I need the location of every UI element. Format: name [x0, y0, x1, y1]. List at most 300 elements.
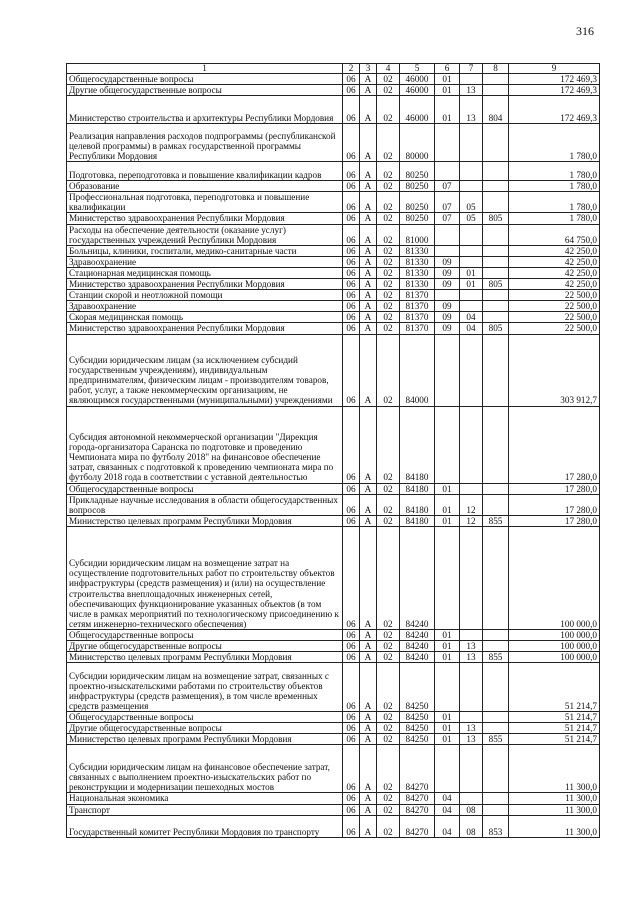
- section-cell: [435, 406, 460, 483]
- code-cell-3: А: [360, 290, 377, 301]
- code-cell-4: 02: [377, 245, 400, 256]
- ministry-code-cell: [483, 494, 509, 515]
- column-header-1: 1: [67, 64, 343, 74]
- ministry-code-cell: [483, 181, 509, 192]
- code-cell-5: 84180: [400, 515, 435, 526]
- section-cell: [435, 245, 460, 256]
- code-cell-2: 06: [343, 804, 360, 815]
- code-cell-2: 06: [343, 652, 360, 663]
- subsection-cell: 05: [460, 213, 483, 224]
- row-name-cell: Реализация направления расходов подпрограммы (республиканской целевой программы) в рамках государственной программы Республики Мордовия: [67, 124, 343, 162]
- code-cell-5: 84270: [400, 815, 435, 837]
- table-row: [67, 640, 600, 651]
- code-cell-3: А: [360, 334, 377, 406]
- subsection-cell: [460, 663, 483, 712]
- code-cell-5: 46000: [400, 85, 435, 96]
- amount-cell: 17 280,0: [509, 483, 600, 494]
- ministry-code-cell: 855: [483, 734, 509, 745]
- code-cell-2: 06: [343, 267, 360, 278]
- table-row: [67, 793, 600, 804]
- code-cell-2: 06: [343, 290, 360, 301]
- amount-cell: 42 250,0: [509, 245, 600, 256]
- code-cell-3: А: [360, 267, 377, 278]
- code-cell-3: А: [360, 96, 377, 124]
- table-row: [67, 494, 600, 515]
- subsection-cell: [460, 290, 483, 301]
- code-cell-4: 02: [377, 181, 400, 192]
- section-cell: 01: [435, 494, 460, 515]
- subsection-cell: 13: [460, 640, 483, 651]
- code-cell-4: 02: [377, 334, 400, 406]
- section-cell: 01: [435, 74, 460, 85]
- code-cell-4: 02: [377, 793, 400, 804]
- code-cell-2: 06: [343, 256, 360, 267]
- code-cell-2: 06: [343, 734, 360, 745]
- code-cell-4: 02: [377, 745, 400, 793]
- subsection-cell: [460, 334, 483, 406]
- amount-cell: 42 250,0: [509, 267, 600, 278]
- subsection-cell: [460, 162, 483, 181]
- code-cell-2: 06: [343, 526, 360, 629]
- subsection-cell: [460, 301, 483, 312]
- subsection-cell: [460, 793, 483, 804]
- subsection-cell: [460, 745, 483, 793]
- code-cell-5: 80250: [400, 162, 435, 181]
- subsection-cell: [460, 124, 483, 162]
- amount-cell: 64 750,0: [509, 224, 600, 245]
- ministry-code-cell: [483, 745, 509, 793]
- code-cell-4: 02: [377, 483, 400, 494]
- section-cell: [435, 162, 460, 181]
- code-cell-2: 06: [343, 301, 360, 312]
- code-cell-2: 06: [343, 406, 360, 483]
- code-cell-2: 06: [343, 663, 360, 712]
- code-cell-4: 02: [377, 640, 400, 651]
- amount-cell: 51 214,7: [509, 723, 600, 734]
- code-cell-5: 80250: [400, 192, 435, 213]
- ministry-code-cell: [483, 192, 509, 213]
- amount-cell: 1 780,0: [509, 162, 600, 181]
- subsection-cell: [460, 629, 483, 640]
- amount-cell: 17 280,0: [509, 515, 600, 526]
- ministry-code-cell: [483, 526, 509, 629]
- code-cell-4: 02: [377, 224, 400, 245]
- amount-cell: 22 500,0: [509, 323, 600, 334]
- row-name-cell: Другие общегосударственные вопросы: [67, 723, 343, 734]
- code-cell-5: 84250: [400, 723, 435, 734]
- table-row: [67, 652, 600, 663]
- code-cell-5: 84250: [400, 663, 435, 712]
- ministry-code-cell: 853: [483, 815, 509, 837]
- row-name-cell: Общегосударственные вопросы: [67, 629, 343, 640]
- ministry-code-cell: [483, 406, 509, 483]
- code-cell-5: 81370: [400, 290, 435, 301]
- table-row: [67, 745, 600, 793]
- code-cell-3: А: [360, 663, 377, 712]
- code-cell-5: 84270: [400, 804, 435, 815]
- table-row: [67, 815, 600, 837]
- ministry-code-cell: [483, 224, 509, 245]
- amount-cell: 22 500,0: [509, 301, 600, 312]
- code-cell-2: 06: [343, 124, 360, 162]
- code-cell-5: 84240: [400, 640, 435, 651]
- subsection-cell: [460, 406, 483, 483]
- table-row: [67, 301, 600, 312]
- header-row: [67, 64, 600, 74]
- ministry-code-cell: [483, 124, 509, 162]
- code-cell-3: А: [360, 483, 377, 494]
- amount-cell: 22 500,0: [509, 290, 600, 301]
- table-row: [67, 526, 600, 629]
- ministry-code-cell: [483, 640, 509, 651]
- section-cell: [435, 745, 460, 793]
- section-cell: 09: [435, 323, 460, 334]
- subsection-cell: 13: [460, 85, 483, 96]
- column-header-5: 5: [400, 64, 435, 74]
- code-cell-3: А: [360, 629, 377, 640]
- ministry-code-cell: [483, 629, 509, 640]
- subsection-cell: [460, 245, 483, 256]
- row-name-cell: Министерство целевых программ Республики Мордовия: [67, 515, 343, 526]
- code-cell-4: 02: [377, 406, 400, 483]
- section-cell: 07: [435, 181, 460, 192]
- code-cell-3: А: [360, 723, 377, 734]
- table-row: [67, 290, 600, 301]
- row-name-cell: Подготовка, переподготовка и повышение квалификации кадров: [67, 162, 343, 181]
- column-header-8: 8: [483, 64, 509, 74]
- amount-cell: 11 300,0: [509, 745, 600, 793]
- code-cell-3: А: [360, 745, 377, 793]
- section-cell: 07: [435, 213, 460, 224]
- section-cell: 09: [435, 301, 460, 312]
- row-name-cell: Государственный комитет Республики Мордовия по транспорту: [67, 815, 343, 837]
- subsection-cell: [460, 526, 483, 629]
- code-cell-2: 06: [343, 515, 360, 526]
- section-cell: 01: [435, 96, 460, 124]
- table-row: [67, 181, 600, 192]
- table-row: [67, 267, 600, 278]
- amount-cell: 11 300,0: [509, 815, 600, 837]
- row-name-cell: Министерство целевых программ Республики Мордовия: [67, 652, 343, 663]
- code-cell-3: А: [360, 494, 377, 515]
- row-name-cell: Субсидии юридическим лицам на возмещение затрат, связанных с проектно-изыскательскими работами по строительству объектов инфраструктуры (средств размещения), в том числе временных средств размещения: [67, 663, 343, 712]
- section-cell: [435, 124, 460, 162]
- table-body: [67, 74, 600, 838]
- table-row: [67, 334, 600, 406]
- code-cell-4: 02: [377, 213, 400, 224]
- ministry-code-cell: [483, 483, 509, 494]
- section-cell: [435, 290, 460, 301]
- code-cell-3: А: [360, 301, 377, 312]
- subsection-cell: [460, 181, 483, 192]
- table-row: [67, 256, 600, 267]
- column-header-9: 9: [509, 64, 600, 74]
- amount-cell: 100 000,0: [509, 629, 600, 640]
- ministry-code-cell: [483, 301, 509, 312]
- amount-cell: 42 250,0: [509, 279, 600, 290]
- row-name-cell: Другие общегосударственные вопросы: [67, 640, 343, 651]
- code-cell-3: А: [360, 256, 377, 267]
- row-name-cell: Скорая медицинская помощь: [67, 312, 343, 323]
- table-row: [67, 279, 600, 290]
- code-cell-2: 06: [343, 323, 360, 334]
- code-cell-5: 84180: [400, 494, 435, 515]
- section-cell: [435, 663, 460, 712]
- table-row: [67, 406, 600, 483]
- section-cell: [435, 334, 460, 406]
- subsection-cell: 13: [460, 96, 483, 124]
- code-cell-2: 06: [343, 745, 360, 793]
- code-cell-3: А: [360, 515, 377, 526]
- section-cell: 01: [435, 640, 460, 651]
- code-cell-2: 06: [343, 640, 360, 651]
- ministry-code-cell: [483, 74, 509, 85]
- code-cell-3: А: [360, 312, 377, 323]
- amount-cell: 51 214,7: [509, 663, 600, 712]
- table-row: [67, 192, 600, 213]
- table-row: [67, 85, 600, 96]
- code-cell-5: 80000: [400, 124, 435, 162]
- code-cell-3: А: [360, 652, 377, 663]
- table-row: [67, 734, 600, 745]
- code-cell-3: А: [360, 192, 377, 213]
- code-cell-3: А: [360, 815, 377, 837]
- code-cell-4: 02: [377, 663, 400, 712]
- subsection-cell: 12: [460, 515, 483, 526]
- code-cell-2: 06: [343, 162, 360, 181]
- amount-cell: 1 780,0: [509, 124, 600, 162]
- code-cell-4: 02: [377, 162, 400, 181]
- row-name-cell: Здравоохранение: [67, 301, 343, 312]
- amount-cell: 17 280,0: [509, 406, 600, 483]
- table-row: [67, 712, 600, 723]
- table-row: [67, 804, 600, 815]
- section-cell: 04: [435, 804, 460, 815]
- code-cell-4: 02: [377, 323, 400, 334]
- amount-cell: 42 250,0: [509, 256, 600, 267]
- ministry-code-cell: 855: [483, 515, 509, 526]
- amount-cell: 51 214,7: [509, 712, 600, 723]
- code-cell-3: А: [360, 804, 377, 815]
- amount-cell: 1 780,0: [509, 192, 600, 213]
- code-cell-2: 06: [343, 793, 360, 804]
- subsection-cell: [460, 224, 483, 245]
- section-cell: 09: [435, 279, 460, 290]
- section-cell: 01: [435, 734, 460, 745]
- page-number: 316: [576, 24, 594, 38]
- section-cell: 01: [435, 723, 460, 734]
- row-name-cell: Министерство целевых программ Республики Мордовия: [67, 734, 343, 745]
- code-cell-3: А: [360, 406, 377, 483]
- table-row: [67, 74, 600, 85]
- budget-table: [66, 63, 600, 838]
- code-cell-5: 81370: [400, 301, 435, 312]
- ministry-code-cell: [483, 793, 509, 804]
- amount-cell: 11 300,0: [509, 793, 600, 804]
- table-row: [67, 96, 600, 124]
- table-row: [67, 245, 600, 256]
- amount-cell: 100 000,0: [509, 652, 600, 663]
- code-cell-5: 84270: [400, 793, 435, 804]
- code-cell-2: 06: [343, 279, 360, 290]
- table-header: [67, 64, 600, 74]
- ministry-code-cell: 855: [483, 652, 509, 663]
- amount-cell: 1 780,0: [509, 181, 600, 192]
- code-cell-4: 02: [377, 804, 400, 815]
- subsection-cell: 01: [460, 279, 483, 290]
- row-name-cell: Больницы, клиники, госпитали, медико-санитарные части: [67, 245, 343, 256]
- amount-cell: 172 469,3: [509, 74, 600, 85]
- subsection-cell: 13: [460, 723, 483, 734]
- subsection-cell: 13: [460, 652, 483, 663]
- row-name-cell: Другие общегосударственные вопросы: [67, 85, 343, 96]
- subsection-cell: 08: [460, 804, 483, 815]
- section-cell: 09: [435, 312, 460, 323]
- code-cell-5: 46000: [400, 74, 435, 85]
- subsection-cell: 13: [460, 734, 483, 745]
- code-cell-5: 81370: [400, 323, 435, 334]
- code-cell-4: 02: [377, 712, 400, 723]
- code-cell-5: 84240: [400, 629, 435, 640]
- code-cell-3: А: [360, 224, 377, 245]
- code-cell-2: 06: [343, 312, 360, 323]
- code-cell-3: А: [360, 793, 377, 804]
- code-cell-4: 02: [377, 526, 400, 629]
- table-row: [67, 323, 600, 334]
- subsection-cell: 04: [460, 312, 483, 323]
- row-name-cell: Министерство здравоохранения Республики Мордовия: [67, 323, 343, 334]
- row-name-cell: Общегосударственные вопросы: [67, 74, 343, 85]
- code-cell-2: 06: [343, 181, 360, 192]
- column-header-6: 6: [435, 64, 460, 74]
- table-row: [67, 213, 600, 224]
- section-cell: 01: [435, 85, 460, 96]
- column-header-4: 4: [377, 64, 400, 74]
- code-cell-3: А: [360, 162, 377, 181]
- row-name-cell: Министерство здравоохранения Республики Мордовия: [67, 213, 343, 224]
- code-cell-5: 84000: [400, 334, 435, 406]
- code-cell-5: 81000: [400, 224, 435, 245]
- code-cell-4: 02: [377, 652, 400, 663]
- code-cell-4: 02: [377, 629, 400, 640]
- row-name-cell: Расходы на обеспечение деятельности (оказание услуг) государственных учреждений Республики Мордовия: [67, 224, 343, 245]
- code-cell-5: 84250: [400, 734, 435, 745]
- code-cell-3: А: [360, 526, 377, 629]
- code-cell-2: 06: [343, 213, 360, 224]
- code-cell-5: 81330: [400, 256, 435, 267]
- column-header-7: 7: [460, 64, 483, 74]
- table-row: [67, 312, 600, 323]
- code-cell-2: 06: [343, 96, 360, 124]
- amount-cell: 51 214,7: [509, 734, 600, 745]
- amount-cell: 11 300,0: [509, 804, 600, 815]
- code-cell-5: 84240: [400, 652, 435, 663]
- section-cell: [435, 526, 460, 629]
- row-name-cell: Национальная экономика: [67, 793, 343, 804]
- code-cell-3: А: [360, 213, 377, 224]
- ministry-code-cell: [483, 290, 509, 301]
- table-row: [67, 124, 600, 162]
- code-cell-4: 02: [377, 515, 400, 526]
- ministry-code-cell: [483, 256, 509, 267]
- ministry-code-cell: 805: [483, 279, 509, 290]
- code-cell-2: 06: [343, 192, 360, 213]
- code-cell-4: 02: [377, 301, 400, 312]
- subsection-cell: 05: [460, 192, 483, 213]
- code-cell-5: 81330: [400, 267, 435, 278]
- subsection-cell: [460, 712, 483, 723]
- code-cell-2: 06: [343, 712, 360, 723]
- code-cell-4: 02: [377, 85, 400, 96]
- table-row: [67, 629, 600, 640]
- row-name-cell: Субсидии юридическим лицам (за исключением субсидий государственным учреждениям), индивидуальным предпринимателям, физическим лицам - производителям товаров, работ, услуг, а также некоммерческим организациям, не являющимся государственными (муниципальными) учреждениями: [67, 334, 343, 406]
- code-cell-2: 06: [343, 483, 360, 494]
- table-row: [67, 663, 600, 712]
- ministry-code-cell: [483, 334, 509, 406]
- table-row: [67, 515, 600, 526]
- code-cell-4: 02: [377, 192, 400, 213]
- row-name-cell: Станции скорой и неотложной помощи: [67, 290, 343, 301]
- table-row: [67, 224, 600, 245]
- ministry-code-cell: [483, 804, 509, 815]
- amount-cell: 22 500,0: [509, 312, 600, 323]
- row-name-cell: Субсидия автономной некоммерческой организации "Дирекция города-организатора Саранска по подготовке и проведению Чемпионата мира по футболу 2018" на финансовое обеспечение затрат, связанных с подготовкой к проведению чемпионата мира по футболу 2018 года в соответствии с уставной деятельностью: [67, 406, 343, 483]
- row-name-cell: Министерство здравоохранения Республики Мордовия: [67, 279, 343, 290]
- code-cell-2: 06: [343, 723, 360, 734]
- section-cell: 01: [435, 629, 460, 640]
- ministry-code-cell: [483, 312, 509, 323]
- amount-cell: 1 780,0: [509, 213, 600, 224]
- amount-cell: 172 469,3: [509, 96, 600, 124]
- code-cell-4: 02: [377, 734, 400, 745]
- section-cell: 04: [435, 815, 460, 837]
- code-cell-5: 80250: [400, 213, 435, 224]
- code-cell-3: А: [360, 279, 377, 290]
- code-cell-5: 81330: [400, 245, 435, 256]
- section-cell: 01: [435, 483, 460, 494]
- table-row: [67, 483, 600, 494]
- amount-cell: 17 280,0: [509, 494, 600, 515]
- code-cell-4: 02: [377, 267, 400, 278]
- code-cell-3: А: [360, 734, 377, 745]
- code-cell-2: 06: [343, 224, 360, 245]
- code-cell-2: 06: [343, 629, 360, 640]
- ministry-code-cell: [483, 723, 509, 734]
- code-cell-4: 02: [377, 124, 400, 162]
- row-name-cell: Субсидии юридическим лицам на возмещение затрат на осуществление подготовительных работ по строительству объектов инфраструктуры (средств размещения) и (или) на осуществление строительства внеплощадочных инженерных сетей, обеспечивающих функционирование указанных объектов (в том числе в рамках мероприятий по технологическому присоединению к сетям инженерно-технического обеспечения): [67, 526, 343, 629]
- ministry-code-cell: [483, 85, 509, 96]
- code-cell-3: А: [360, 712, 377, 723]
- column-header-2: 2: [343, 64, 360, 74]
- code-cell-4: 02: [377, 279, 400, 290]
- code-cell-4: 02: [377, 256, 400, 267]
- row-name-cell: Транспорт: [67, 804, 343, 815]
- row-name-cell: Общегосударственные вопросы: [67, 712, 343, 723]
- amount-cell: 303 912,7: [509, 334, 600, 406]
- ministry-code-cell: 805: [483, 323, 509, 334]
- row-name-cell: Общегосударственные вопросы: [67, 483, 343, 494]
- subsection-cell: 01: [460, 267, 483, 278]
- subsection-cell: 08: [460, 815, 483, 837]
- ministry-code-cell: [483, 245, 509, 256]
- code-cell-4: 02: [377, 96, 400, 124]
- amount-cell: 172 469,3: [509, 85, 600, 96]
- code-cell-2: 06: [343, 494, 360, 515]
- subsection-cell: 04: [460, 323, 483, 334]
- row-name-cell: Здравоохранение: [67, 256, 343, 267]
- ministry-code-cell: 804: [483, 96, 509, 124]
- code-cell-5: 81370: [400, 312, 435, 323]
